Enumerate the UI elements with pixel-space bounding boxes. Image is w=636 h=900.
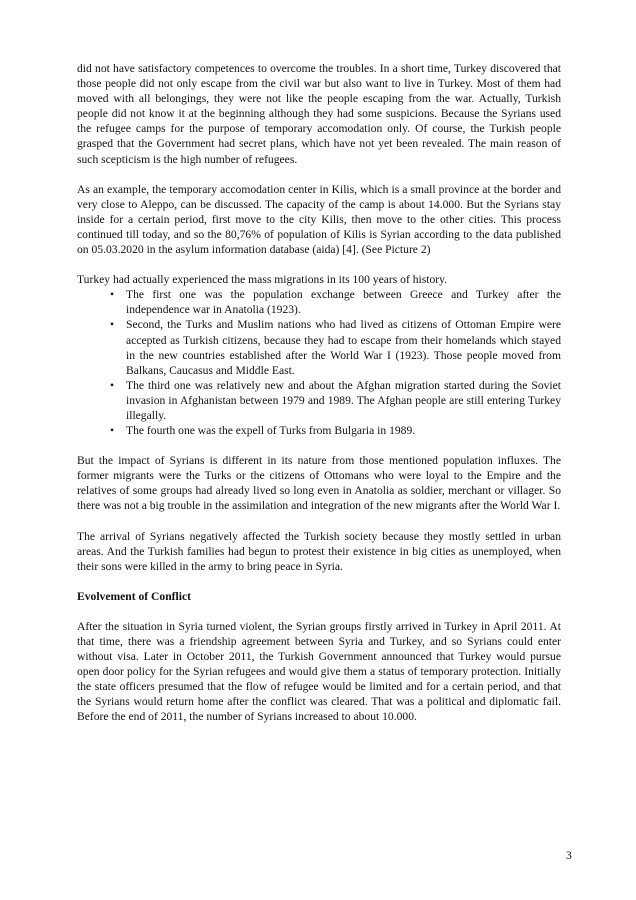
list-item-text: Second, the Turks and Muslim nations who had lived as citizens of Ottoman Empire were accepted as Turkish citizens, because they had to escape from their homelands which stayed in the new countries established after the World War I (1923). Those people moved from Balkans, Caucasus and Middle East. [126, 318, 561, 377]
list-item-text: The fourth one was the expell of Turks from Bulgaria in 1989. [126, 424, 416, 438]
list-item [110, 287, 561, 317]
paragraph-kilis-example: As an example, the temporary accomodation center in Kilis, which is a small province at the border and very close to Aleppo, can be discussed. The capacity of the camp is about 14.000. But the Syrians stay inside for a certain period, first move to the city Kilis, then move to the other cities. This process continued till today, and so the 80,76% of population of Kilis is Syrian according to the data published on 05.03.2020 in the asylum information database (aida) [4]. (See Picture 2) [77, 182, 561, 257]
paragraph-troubles: did not have satisfactory competences to overcome the troubles. In a short time, Turkey discovered that those people did not only escape from the civil war but also want to live in Turkey. Most of them had moved with all belongings, they were not like the people escaping from the war. Actually, Turkish people did not know it at the beginning although they had some suspicions. Because the Syrians used the refugee camps for the purpose of temporary accomodation only. Of course, the Turkish people grasped that the Government had secret plans, which have not yet been revealed. The main reason of such scepticism is the high number of refugees. [77, 62, 561, 166]
list-intro: Turkey had actually experienced the mass migrations in its 100 years of history. [77, 273, 448, 287]
paragraph-arrival-of-syrians: The arrival of Syrians negatively affected the Turkish society because they mostly settled in urban areas. And the Turkish families had begun to protest their existence in big cities as unemployed, when their sons were killed in the army to bring peace in Syria. [77, 529, 561, 573]
list-item-text: The third one was relatively new and about the Afghan migration started during the Soviet invasion in Afghanistan between 1979 and 1989. The Afghan people are still entering Turkey illegally. [126, 378, 561, 422]
migration-history-list [77, 287, 561, 438]
paragraph-evolvement: After the situation in Syria turned violent, the Syrian groups firstly arrived in Turkey in April 2011. At that time, there was a friendship agreement between Syria and Turkey, and so Syrians could enter without visa. Later in October 2011, the Turkish Government announced that Turkey would pursue open door policy for the Syrian refugees and would give them a status of temporary protection. Initially the state officers presumed that the flow of refugee would be limited and for a certain period, and that the Syrians would return home after the conflict was cleared. That was a political and diplomatic fail. Before the end of 2011, the number of Syrians increased to about 10.000. [77, 619, 561, 724]
list-item [110, 317, 561, 377]
bullet-icon: • [110, 378, 115, 392]
bullet-icon: • [110, 318, 115, 332]
paragraph-impact-of-syrians: But the impact of Syrians is different in its nature from those mentioned population influxes. The former migrants were the Turks or the citizens of Ottomans who were loyal to the Empire and the relatives of some groups had already lived so long even in Anatolia as soldier, merchant or villager. So there was not a big trouble in the assimilation and integration of the new migrants after the World War I. [77, 454, 561, 513]
list-item-text: The first one was the population exchange between Greece and Turkey after the independence war in Anatolia (1923). [126, 288, 561, 317]
list-item [110, 423, 561, 438]
bullet-icon: • [110, 424, 115, 438]
page-number: 3 [566, 849, 572, 862]
bullet-icon: • [110, 288, 115, 302]
section-heading: Evolvement of Conflict [77, 589, 191, 603]
list-item [110, 378, 561, 423]
document-page [77, 61, 561, 740]
